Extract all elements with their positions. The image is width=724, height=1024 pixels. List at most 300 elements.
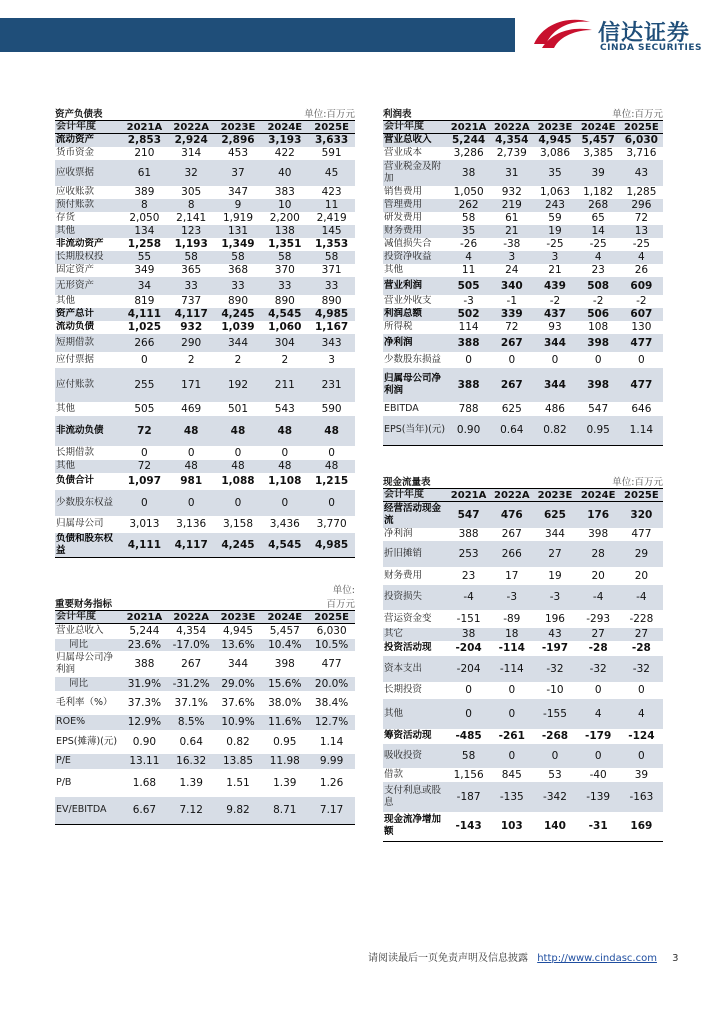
value-cell: 4,117 (168, 533, 215, 558)
table-row (55, 334, 355, 352)
value-cell: 48 (261, 460, 308, 473)
value-cell: -268 (541, 730, 569, 742)
value-cell: 388 (458, 528, 479, 540)
table-row (55, 264, 355, 277)
value-cell: 58 (215, 251, 262, 264)
value-cell: 3,193 (261, 134, 308, 147)
row-label: 归属母公司净利润 (383, 368, 447, 402)
balance-unit: 单位:百万元 (304, 109, 355, 120)
value-cell: 5,244 (129, 625, 160, 638)
value-cell: -342 (533, 782, 576, 812)
value-cell: 23 (461, 569, 476, 582)
value-cell: 19 (533, 225, 576, 238)
table-row (55, 651, 355, 677)
row-label: 非流动负债 (55, 416, 121, 446)
value-cell: 981 (180, 475, 203, 487)
value-cell: 0 (168, 490, 215, 516)
value-cell: 819 (134, 295, 155, 307)
value-cell: 59 (548, 212, 562, 224)
value-cell: 2,200 (269, 212, 300, 224)
table-row (55, 473, 355, 490)
table-row (55, 416, 355, 446)
value-cell: 477 (321, 657, 342, 670)
value-cell: -25 (546, 238, 564, 250)
row-label: 其他 (383, 699, 447, 729)
value-cell: -28 (631, 642, 651, 654)
value-cell: 0.64 (490, 416, 533, 446)
value-cell: 27 (620, 628, 663, 641)
value-cell: 262 (447, 199, 490, 212)
value-cell: 32 (168, 160, 215, 186)
value-cell: 37 (215, 160, 262, 186)
value-cell: -163 (620, 782, 663, 812)
value-cell: -25 (632, 238, 650, 250)
value-cell: 13.6% (215, 639, 262, 651)
table-row (55, 533, 355, 558)
value-cell: 35 (533, 160, 576, 186)
row-label: 营运资金变 (384, 612, 432, 624)
value-cell: 65 (591, 212, 605, 224)
value-cell: 1.14 (319, 735, 344, 748)
header-year-cell: 2024E (261, 121, 308, 134)
value-cell: 33 (168, 277, 215, 295)
value-cell: 103 (500, 820, 523, 833)
value-cell: 5,244 (447, 134, 490, 147)
value-cell: 477 (631, 528, 652, 540)
value-cell: 547 (588, 402, 609, 415)
value-cell: 48 (261, 416, 308, 446)
ratios-title-row (55, 586, 355, 610)
value-cell: 788 (458, 402, 479, 415)
table-row (55, 186, 355, 199)
table-row (383, 628, 663, 641)
header-year-cell: 2023E (215, 611, 262, 624)
value-cell: 255 (121, 368, 168, 402)
value-cell: 1,097 (127, 475, 161, 487)
table-header-row (55, 121, 355, 134)
value-cell: 3,633 (308, 134, 355, 147)
table-row (383, 528, 663, 541)
value-cell: 0 (638, 684, 645, 696)
value-cell: 29 (620, 541, 663, 567)
value-cell: 423 (321, 186, 342, 198)
value-cell: 314 (181, 147, 202, 159)
value-cell: -2 (636, 295, 647, 307)
value-cell: 3 (490, 251, 533, 264)
row-label: 营业成本 (384, 147, 423, 158)
value-cell: 477 (620, 368, 663, 402)
table-row (383, 160, 663, 186)
table-row (383, 768, 663, 782)
table-row (55, 134, 355, 147)
value-cell: 505 (447, 277, 490, 295)
row-label: 货币资金 (56, 147, 95, 158)
value-cell: 13.85 (215, 754, 262, 769)
header-year-cell: 2021A (447, 489, 490, 502)
value-cell: 267 (490, 368, 533, 402)
row-label: P/B (56, 776, 72, 788)
value-cell: -135 (490, 782, 533, 812)
row-label: 少数股东损益 (384, 353, 442, 365)
value-cell: 53 (548, 768, 562, 781)
value-cell: 176 (577, 502, 620, 528)
value-cell: 10 (261, 199, 308, 212)
value-cell: 3,286 (453, 147, 484, 159)
value-cell: 192 (215, 368, 262, 402)
value-cell: 4,985 (308, 533, 355, 558)
value-cell: 4,245 (215, 533, 262, 558)
value-cell: 1.68 (132, 776, 157, 789)
row-label: 无形资产 (55, 277, 121, 295)
value-cell: 0.90 (132, 735, 157, 748)
row-label: 负债和股东权益 (55, 533, 121, 558)
value-cell: 19 (548, 569, 562, 582)
header-year-cell: 2023E (533, 121, 576, 134)
value-cell: 267 (501, 528, 522, 540)
row-label: 营业总收入 (383, 134, 447, 147)
value-cell: -32 (533, 656, 576, 682)
value-cell: 344 (227, 657, 249, 670)
value-cell: 72 (634, 212, 649, 224)
value-cell: 14 (577, 225, 620, 238)
value-cell: 11.98 (261, 754, 308, 769)
value-cell: 3,136 (176, 518, 207, 530)
value-cell: 266 (121, 334, 168, 352)
row-label: 其他 (384, 264, 404, 275)
value-cell: -204 (455, 642, 482, 654)
value-cell: 3,086 (539, 147, 570, 159)
header-year-cell: 2022A (168, 121, 215, 134)
value-cell: 12.9% (121, 715, 168, 730)
value-cell: 17 (505, 569, 519, 582)
value-cell: 15.6% (261, 677, 308, 691)
value-cell: 1,182 (583, 186, 614, 198)
value-cell: 72 (121, 460, 168, 473)
value-cell: 6,030 (620, 134, 663, 147)
header-year-cell: 2024E (261, 611, 308, 624)
value-cell: 5,457 (577, 134, 620, 147)
value-cell: 5,457 (269, 625, 300, 638)
value-cell: 37.6% (221, 696, 255, 709)
row-label: 研发费用 (384, 212, 423, 223)
value-cell: 344 (215, 334, 262, 352)
table-header-row (383, 121, 663, 134)
row-label: 支付利息或股息 (383, 782, 447, 812)
value-cell: 439 (533, 277, 576, 295)
value-cell: 0 (447, 699, 490, 729)
value-cell: 4,545 (261, 308, 308, 321)
value-cell: 476 (490, 502, 533, 528)
value-cell: 0 (234, 446, 242, 459)
row-label: 营业总收入 (56, 625, 104, 637)
value-cell: 0.64 (179, 735, 203, 748)
value-cell: 108 (588, 321, 609, 333)
row-label: 净利润 (384, 528, 413, 539)
table-row (383, 134, 663, 147)
header-year-cell: 2025E (620, 121, 663, 134)
value-cell: 1,349 (221, 238, 255, 250)
value-cell: 0 (594, 684, 602, 696)
value-cell: 38.4% (314, 696, 349, 709)
value-cell: 591 (321, 147, 342, 159)
table-row (55, 295, 355, 308)
table-row (383, 402, 663, 416)
value-cell: 134 (121, 225, 168, 238)
value-cell: 305 (181, 186, 202, 198)
value-cell: 31.9% (121, 677, 168, 691)
row-label: EPS(摊薄)(元) (56, 735, 118, 747)
value-cell: 26 (634, 264, 649, 276)
value-cell: 10.4% (261, 639, 308, 651)
header-year-cell: 2021A (121, 121, 168, 134)
row-label: 其他 (56, 295, 76, 306)
value-cell: 145 (308, 225, 355, 238)
value-cell: 737 (181, 295, 202, 307)
row-label: 同比 (55, 639, 121, 651)
value-cell: 506 (577, 308, 620, 321)
header-label-cell: 会计年度 (383, 121, 447, 134)
row-label: EV/EBITDA (55, 797, 121, 825)
value-cell: 344 (533, 368, 576, 402)
header-year-cell: 2025E (620, 489, 663, 502)
table-row (55, 490, 355, 516)
cashflow-title: 现金流量表 (383, 477, 431, 488)
value-cell: 0 (465, 353, 472, 366)
value-cell: 389 (134, 186, 155, 198)
value-cell: 398 (577, 368, 620, 402)
table-row (383, 334, 663, 352)
value-cell: 0 (328, 446, 335, 459)
value-cell: 0.95 (577, 416, 620, 446)
header-label-cell: 会计年度 (55, 121, 121, 134)
value-cell: 72 (121, 416, 168, 446)
row-label: 财务费用 (384, 569, 423, 581)
value-cell: 845 (501, 768, 522, 781)
value-cell: 243 (533, 199, 576, 212)
value-cell: -32 (577, 656, 620, 682)
value-cell: 4 (447, 251, 490, 264)
value-cell: 58 (168, 251, 215, 264)
value-cell: 219 (490, 199, 533, 212)
table-row (383, 308, 663, 321)
cashflow-unit: 单位:百万元 (612, 477, 663, 488)
value-cell: 23 (591, 264, 605, 276)
table-row (383, 321, 663, 334)
value-cell: 196 (544, 612, 565, 625)
value-cell: 21 (548, 264, 562, 276)
ratios-table (55, 610, 355, 825)
table-row (383, 656, 663, 682)
value-cell: 1,285 (626, 186, 657, 198)
value-cell: 343 (308, 334, 355, 352)
value-cell: 2 (187, 353, 195, 366)
value-cell: 422 (274, 147, 295, 159)
row-label: 经营活动现金流 (383, 502, 447, 528)
value-cell: 0 (141, 353, 148, 366)
value-cell: -155 (533, 699, 576, 729)
table-row (55, 368, 355, 402)
table-row (55, 199, 355, 212)
table-row (383, 186, 663, 199)
ratios-title: 重要财务指标 (55, 599, 113, 610)
cashflow-title-row (383, 476, 663, 488)
value-cell: 646 (631, 402, 652, 415)
table-row (55, 730, 355, 754)
value-cell: -151 (456, 612, 481, 625)
value-cell: 11.6% (261, 715, 308, 730)
value-cell: 1,156 (453, 768, 484, 781)
value-cell: 267 (181, 657, 202, 670)
value-cell: 4,545 (261, 533, 308, 558)
table-row (55, 691, 355, 715)
value-cell: 1,025 (127, 321, 161, 333)
value-cell: 2,924 (168, 134, 215, 147)
value-cell: 0 (508, 353, 516, 366)
row-label: 营业外收支 (384, 295, 432, 306)
value-cell: -40 (589, 768, 607, 781)
table-row (55, 769, 355, 797)
value-cell: -89 (503, 612, 521, 625)
balance-sheet-panel (55, 108, 355, 558)
value-cell: 38 (447, 160, 490, 186)
row-label: 所得税 (384, 321, 413, 332)
table-row (55, 402, 355, 416)
value-cell: 890 (227, 295, 249, 307)
value-cell: 3,770 (316, 518, 347, 530)
income-statement-panel (383, 108, 663, 446)
row-label: 固定资产 (56, 264, 95, 275)
value-cell: 58 (308, 251, 355, 264)
value-cell: 890 (274, 295, 295, 307)
value-cell: -3 (533, 585, 576, 610)
value-cell: 501 (227, 402, 249, 415)
row-label: EPS(当年)(元) (383, 416, 447, 446)
header-year-cell: 2023E (533, 489, 576, 502)
value-cell: 131 (215, 225, 262, 238)
value-cell: 114 (458, 321, 479, 333)
value-cell: 1.14 (620, 416, 663, 446)
value-cell: -3 (463, 295, 474, 307)
value-cell: -17.0% (168, 639, 215, 651)
table-row (383, 368, 663, 402)
value-cell: 3 (533, 251, 576, 264)
value-cell: 398 (577, 334, 620, 352)
row-label: 归属母公司净利润 (56, 651, 114, 675)
table-row (383, 782, 663, 812)
header-year-cell: 2021A (121, 611, 168, 624)
table-row (55, 147, 355, 160)
header-year-cell: 2022A (490, 489, 533, 502)
value-cell: -187 (447, 782, 490, 812)
value-cell: 11 (461, 264, 476, 276)
value-cell: 10.5% (308, 639, 355, 651)
value-cell: -204 (447, 656, 490, 682)
income-statement-table (383, 120, 663, 446)
value-cell: 23.6% (121, 639, 168, 651)
table-row (383, 352, 663, 368)
value-cell: 477 (620, 334, 663, 352)
value-cell: 0 (308, 490, 355, 516)
value-cell: 4 (577, 699, 620, 729)
value-cell: 502 (447, 308, 490, 321)
value-cell: -114 (498, 642, 525, 654)
value-cell: 3,158 (222, 518, 254, 530)
website-link[interactable]: http://www.cindasc.com (537, 953, 657, 964)
value-cell: 0 (215, 490, 262, 516)
value-cell: 20.0% (308, 677, 355, 691)
value-cell: 0 (187, 446, 195, 459)
value-cell: 932 (501, 186, 522, 198)
value-cell: 9.99 (308, 754, 355, 769)
value-cell: 383 (274, 186, 295, 198)
value-cell: 0 (577, 744, 620, 768)
value-cell: 1,258 (127, 238, 161, 250)
table-row (55, 460, 355, 473)
value-cell: 58 (461, 212, 476, 224)
value-cell: 0 (594, 353, 602, 366)
value-cell: 38.0% (268, 696, 302, 709)
value-cell: 2,141 (176, 212, 207, 224)
value-cell: 339 (490, 308, 533, 321)
value-cell: 8.5% (168, 715, 215, 730)
table-row (55, 754, 355, 769)
value-cell: 34 (121, 277, 168, 295)
value-cell: 3,013 (129, 518, 160, 530)
value-cell: 37.1% (174, 696, 208, 709)
value-cell: 18 (490, 628, 533, 641)
row-label: 应付账款 (55, 368, 121, 402)
table-row (383, 238, 663, 251)
value-cell: 890 (321, 295, 342, 307)
value-cell: 3,436 (269, 518, 300, 530)
table-row (383, 251, 663, 264)
value-cell: 486 (544, 402, 565, 415)
table-row (55, 308, 355, 321)
table-row (55, 639, 355, 651)
value-cell: 543 (274, 402, 295, 415)
value-cell: 296 (620, 199, 663, 212)
value-cell: 4,945 (533, 134, 576, 147)
value-cell: -4 (577, 585, 620, 610)
row-label: 应收票据 (55, 160, 121, 186)
value-cell: 48 (215, 460, 262, 473)
page-footer (368, 949, 679, 964)
value-cell: 1,108 (268, 475, 302, 487)
row-label: 负债合计 (56, 475, 95, 486)
value-cell: 4,245 (215, 308, 262, 321)
value-cell: 0.90 (447, 416, 490, 446)
value-cell: 45 (308, 160, 355, 186)
value-cell: 4,945 (222, 625, 254, 638)
value-cell: 4,111 (121, 308, 168, 321)
row-label: 减值损失合 (384, 238, 432, 249)
table-row (383, 264, 663, 277)
value-cell: 1,060 (268, 321, 302, 333)
row-label: 现金流净增加额 (384, 814, 442, 838)
row-label: 其他 (55, 225, 121, 238)
cashflow-table (383, 488, 663, 842)
value-cell: 3,385 (583, 147, 614, 159)
row-label: 应收账款 (56, 186, 95, 197)
value-cell: -139 (577, 782, 620, 812)
header-year-cell: 2023E (215, 121, 262, 134)
value-cell: -228 (629, 612, 654, 625)
value-cell: 2,896 (215, 134, 262, 147)
table-row (383, 699, 663, 729)
value-cell: 1,088 (221, 475, 255, 487)
value-cell: 1,919 (222, 212, 254, 224)
value-cell: 12.7% (308, 715, 355, 730)
